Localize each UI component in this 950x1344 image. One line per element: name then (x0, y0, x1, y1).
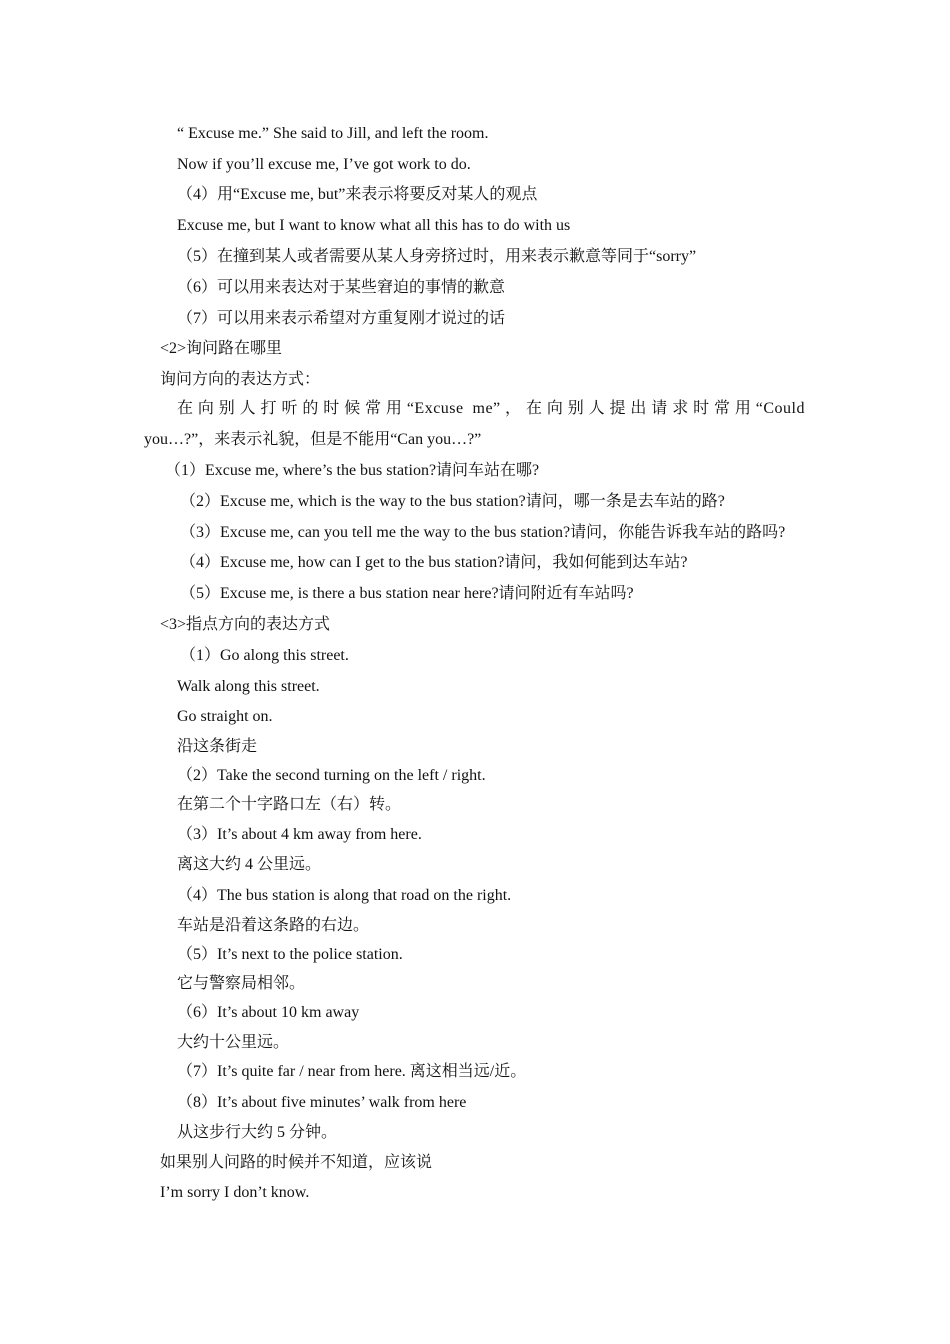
text-line: 从这步行大约 5 分钟。 (177, 1124, 338, 1141)
text-line: Now if you’ll excuse me, I’ve got work to do. (177, 156, 471, 173)
text-line: （6）It’s about 10 km away (177, 1004, 360, 1021)
text-line: （2）Excuse me, which is the way to the bus station?请问，哪一条是去车站的路? (180, 493, 725, 510)
paragraph-line: 在向别人打听的时候常用“Excuse me”，在向别人提出请求时常用“Could (177, 400, 805, 417)
text-line: （2）Take the second turning on the left / right. (177, 767, 486, 784)
text-line: （4）Excuse me, how can I get to the bus station?请问，我如何能到达车站? (180, 554, 688, 571)
text-line: （5）Excuse me, is there a bus station near here?请问附近有车站吗? (180, 585, 634, 602)
text-line: （5）在撞到某人或者需要从某人身旁挤过时，用来表示歉意等同于“sorry” (177, 248, 697, 265)
text-line: Go straight on. (177, 708, 273, 725)
text-line: 它与警察局相邻。 (177, 975, 306, 992)
text-line: I’m sorry I don’t know. (160, 1184, 310, 1201)
text-line: 离这大约 4 公里远。 (177, 856, 322, 873)
text-line: （6）可以用来表达对于某些窘迫的事情的歉意 (177, 279, 506, 296)
paragraph-line: you…?”，来表示礼貌，但是不能用“Can you…?” (144, 431, 482, 448)
text-line: （3）Excuse me, can you tell me the way to the bus station?请问，你能告诉我车站的路吗? (180, 524, 786, 541)
text-line: 询问方向的表达方式： (160, 371, 321, 388)
text-line: （4）用“Excuse me, but”来表示将要反对某人的观点 (177, 186, 538, 203)
text-line: （3）It’s about 4 km away from here. (177, 826, 422, 843)
text-line: 车站是沿着这条路的右边。 (177, 917, 370, 934)
text-line: （5）It’s next to the police station. (177, 946, 403, 963)
text-line: Walk along this street. (177, 678, 320, 695)
text-line: 沿这条街走 (177, 738, 258, 755)
text-line: （8）It’s about five minutes’ walk from here (177, 1094, 467, 1111)
text-line: （7）It’s quite far / near from here. 离这相当远/近。 (177, 1063, 527, 1080)
text-line: “ Excuse me.” She said to Jill, and left the room. (177, 125, 489, 142)
text-line: 在第二个十字路口左（右）转。 (177, 796, 402, 813)
text-line: （7）可以用来表示希望对方重复刚才说过的话 (177, 310, 506, 327)
text-line: （1）Go along this street. (180, 647, 349, 664)
text-line: （4）The bus station is along that road on the right. (177, 887, 512, 904)
text-line: （1）Excuse me, where’s the bus station?请问车站在哪? (165, 462, 540, 479)
section-heading: <2>询问路在哪里 (160, 340, 283, 357)
text-line: 大约十公里远。 (177, 1034, 290, 1051)
text-line: Excuse me, but I want to know what all this has to do with us (177, 217, 571, 234)
section-heading: <3>指点方向的表达方式 (160, 616, 331, 633)
text-line: 如果别人问路的时候并不知道，应该说 (160, 1154, 433, 1171)
